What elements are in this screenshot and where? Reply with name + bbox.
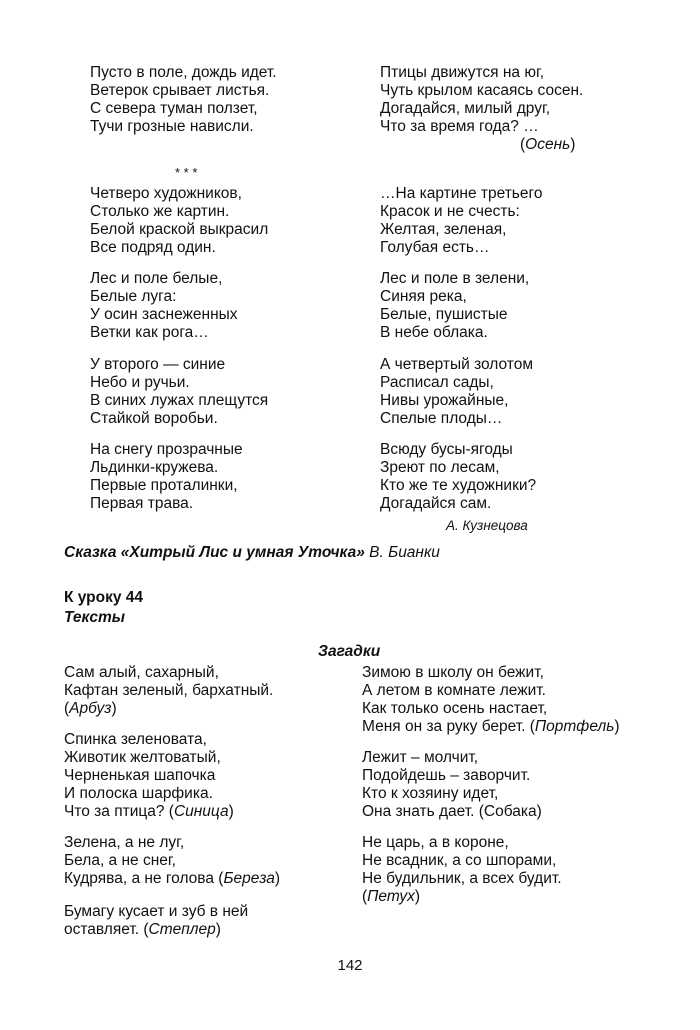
poem2-right-stanza-1 [380, 185, 542, 257]
text-line: А четвертый золотом [380, 356, 534, 373]
text-line: Тучи грозные нависли. [90, 118, 254, 135]
text-line: (Арбуз) [64, 700, 117, 717]
poem2-left-stanza-3 [90, 356, 268, 428]
riddle-answer: Синица [173, 803, 229, 820]
text-line: Льдинки-кружева. [90, 459, 219, 476]
text-line: Пусто в поле, дождь идет. [90, 64, 277, 81]
riddle-left-2 [64, 731, 234, 821]
poem1-answer: (Осень) [520, 136, 576, 153]
text-line: Животик желтоватый, [64, 749, 221, 766]
page-number: 142 [337, 957, 363, 974]
text-line: Что за птица? (Синица) [64, 803, 234, 820]
text-line: Зимою в школу он бежит, [362, 664, 544, 681]
text-line: Желтая, зеленая, [380, 221, 507, 238]
text-line: Не царь, а в короне, [362, 834, 509, 851]
text-line: В небе облака. [380, 324, 488, 341]
tale-line [64, 544, 440, 562]
text-line: Спелые плоды… [380, 410, 503, 427]
tale-title: Сказка «Хитрый Лис и умная Уточка» [64, 544, 365, 561]
text-line: У второго — синие [90, 356, 226, 373]
text-line: Как только осень настает, [362, 700, 548, 717]
text-line: Лес и поле в зелени, [380, 270, 530, 287]
text-line: Догадайся сам. [380, 495, 492, 512]
text-line: Кто к хозяину идет, [362, 785, 499, 802]
text-line: Кафтан зеленый, бархатный. [64, 682, 274, 699]
poem1-right-stanza [380, 64, 583, 136]
text-line: Всюду бусы-ягоды [380, 441, 513, 458]
text-line: На снегу прозрачные [90, 441, 243, 458]
lesson-subheading: Тексты [64, 609, 125, 626]
riddle-left-1 [64, 664, 273, 718]
text-line: Не всадник, а со шпорами, [362, 852, 557, 869]
text-line: Ветки как рога… [90, 324, 209, 341]
poem2-left-stanza-1 [90, 185, 268, 257]
riddle-left-4 [64, 903, 248, 939]
text-line: …На картине третьего [380, 185, 543, 202]
poem2-left-stanza-4 [90, 441, 243, 513]
text-line: Четверо художников, [90, 185, 242, 202]
poem2-author: А. Кузнецова [446, 518, 528, 533]
text-line: Красок и не счесть: [380, 203, 520, 220]
text-line: Все подряд один. [90, 239, 216, 256]
poem1-left-stanza [90, 64, 277, 136]
text-line: Зреют по лесам, [380, 459, 500, 476]
poem2-left-stanza-2 [90, 270, 238, 342]
text-line: Белые луга: [90, 288, 177, 305]
text-line: Чуть крылом касаясь сосен. [380, 82, 584, 99]
text-line: С севера туман ползет, [90, 100, 258, 117]
text-line: оставляет. (Степлер) [64, 921, 221, 938]
text-line: Расписал сады, [380, 374, 494, 391]
text-line: Голубая есть… [380, 239, 490, 256]
riddle-answer: Береза [223, 870, 275, 887]
riddle-answer: Степлер [148, 921, 216, 938]
lesson-heading: К уроку 44 [64, 589, 144, 606]
text-line: Белые, пушистые [380, 306, 508, 323]
text-line: Стайкой воробьи. [90, 410, 218, 427]
text-line: Догадайся, милый друг, [380, 100, 551, 117]
text-line: Столько же картин. [90, 203, 230, 220]
text-line: Ветерок срывает листья. [90, 82, 270, 99]
text-line: Подойдешь – заворчит. [362, 767, 531, 784]
tale-author: В. Бианки [364, 544, 440, 561]
text-line: Белой краской выкрасил [90, 221, 269, 238]
riddles-title: Загадки [318, 643, 381, 660]
riddle-answer: Петух [367, 888, 415, 905]
text-line: У осин заснеженных [90, 306, 238, 323]
text-line: Она знать дает. (Собака) [362, 803, 542, 820]
riddle-right-3 [362, 834, 562, 906]
text-line: Бумагу кусает и зуб в ней [64, 903, 249, 920]
text-line: Зелена, а не луг, [64, 834, 185, 851]
poem2-right-stanza-3 [380, 356, 533, 428]
text-line: Синяя река, [380, 288, 467, 305]
separator-asterisks: * * * [175, 165, 198, 180]
text-line: Птицы движутся на юг, [380, 64, 545, 81]
text-line: (Петух) [362, 888, 421, 905]
text-line: Бела, а не снег, [64, 852, 176, 869]
text-line: И полоска шарфика. [64, 785, 213, 802]
text-line: Небо и ручьи. [90, 374, 190, 391]
text-line: Лес и поле белые, [90, 270, 223, 287]
text-line: Что за время года? … [380, 118, 539, 135]
riddle-answer: Арбуз [69, 700, 112, 717]
riddle-answer: Портфель [534, 718, 615, 735]
poem2-right-stanza-2 [380, 270, 529, 342]
text-line: Первые проталинки, [90, 477, 238, 494]
text-line: Лежит – молчит, [362, 749, 479, 766]
text-line: В синих лужах плещутся [90, 392, 269, 409]
text-line: Сам алый, сахарный, [64, 664, 219, 681]
riddle-left-3 [64, 834, 280, 888]
text-line: Не будильник, а всех будит. [362, 870, 562, 887]
riddle-right-1 [362, 664, 620, 736]
poem2-right-stanza-4 [380, 441, 536, 513]
riddle-right-2 [362, 749, 542, 821]
text-line: Кудрява, а не голова (Береза) [64, 870, 281, 887]
text-line: Первая трава. [90, 495, 194, 512]
text-line: Меня он за руку берет. (Портфель) [362, 718, 620, 735]
text-line: А летом в комнате лежит. [362, 682, 546, 699]
text-line: Черненькая шапочка [64, 767, 216, 784]
text-line: Спинка зеленовата, [64, 731, 207, 748]
text-line: Кто же те художники? [380, 477, 537, 494]
text-line: Нивы урожайные, [380, 392, 509, 409]
